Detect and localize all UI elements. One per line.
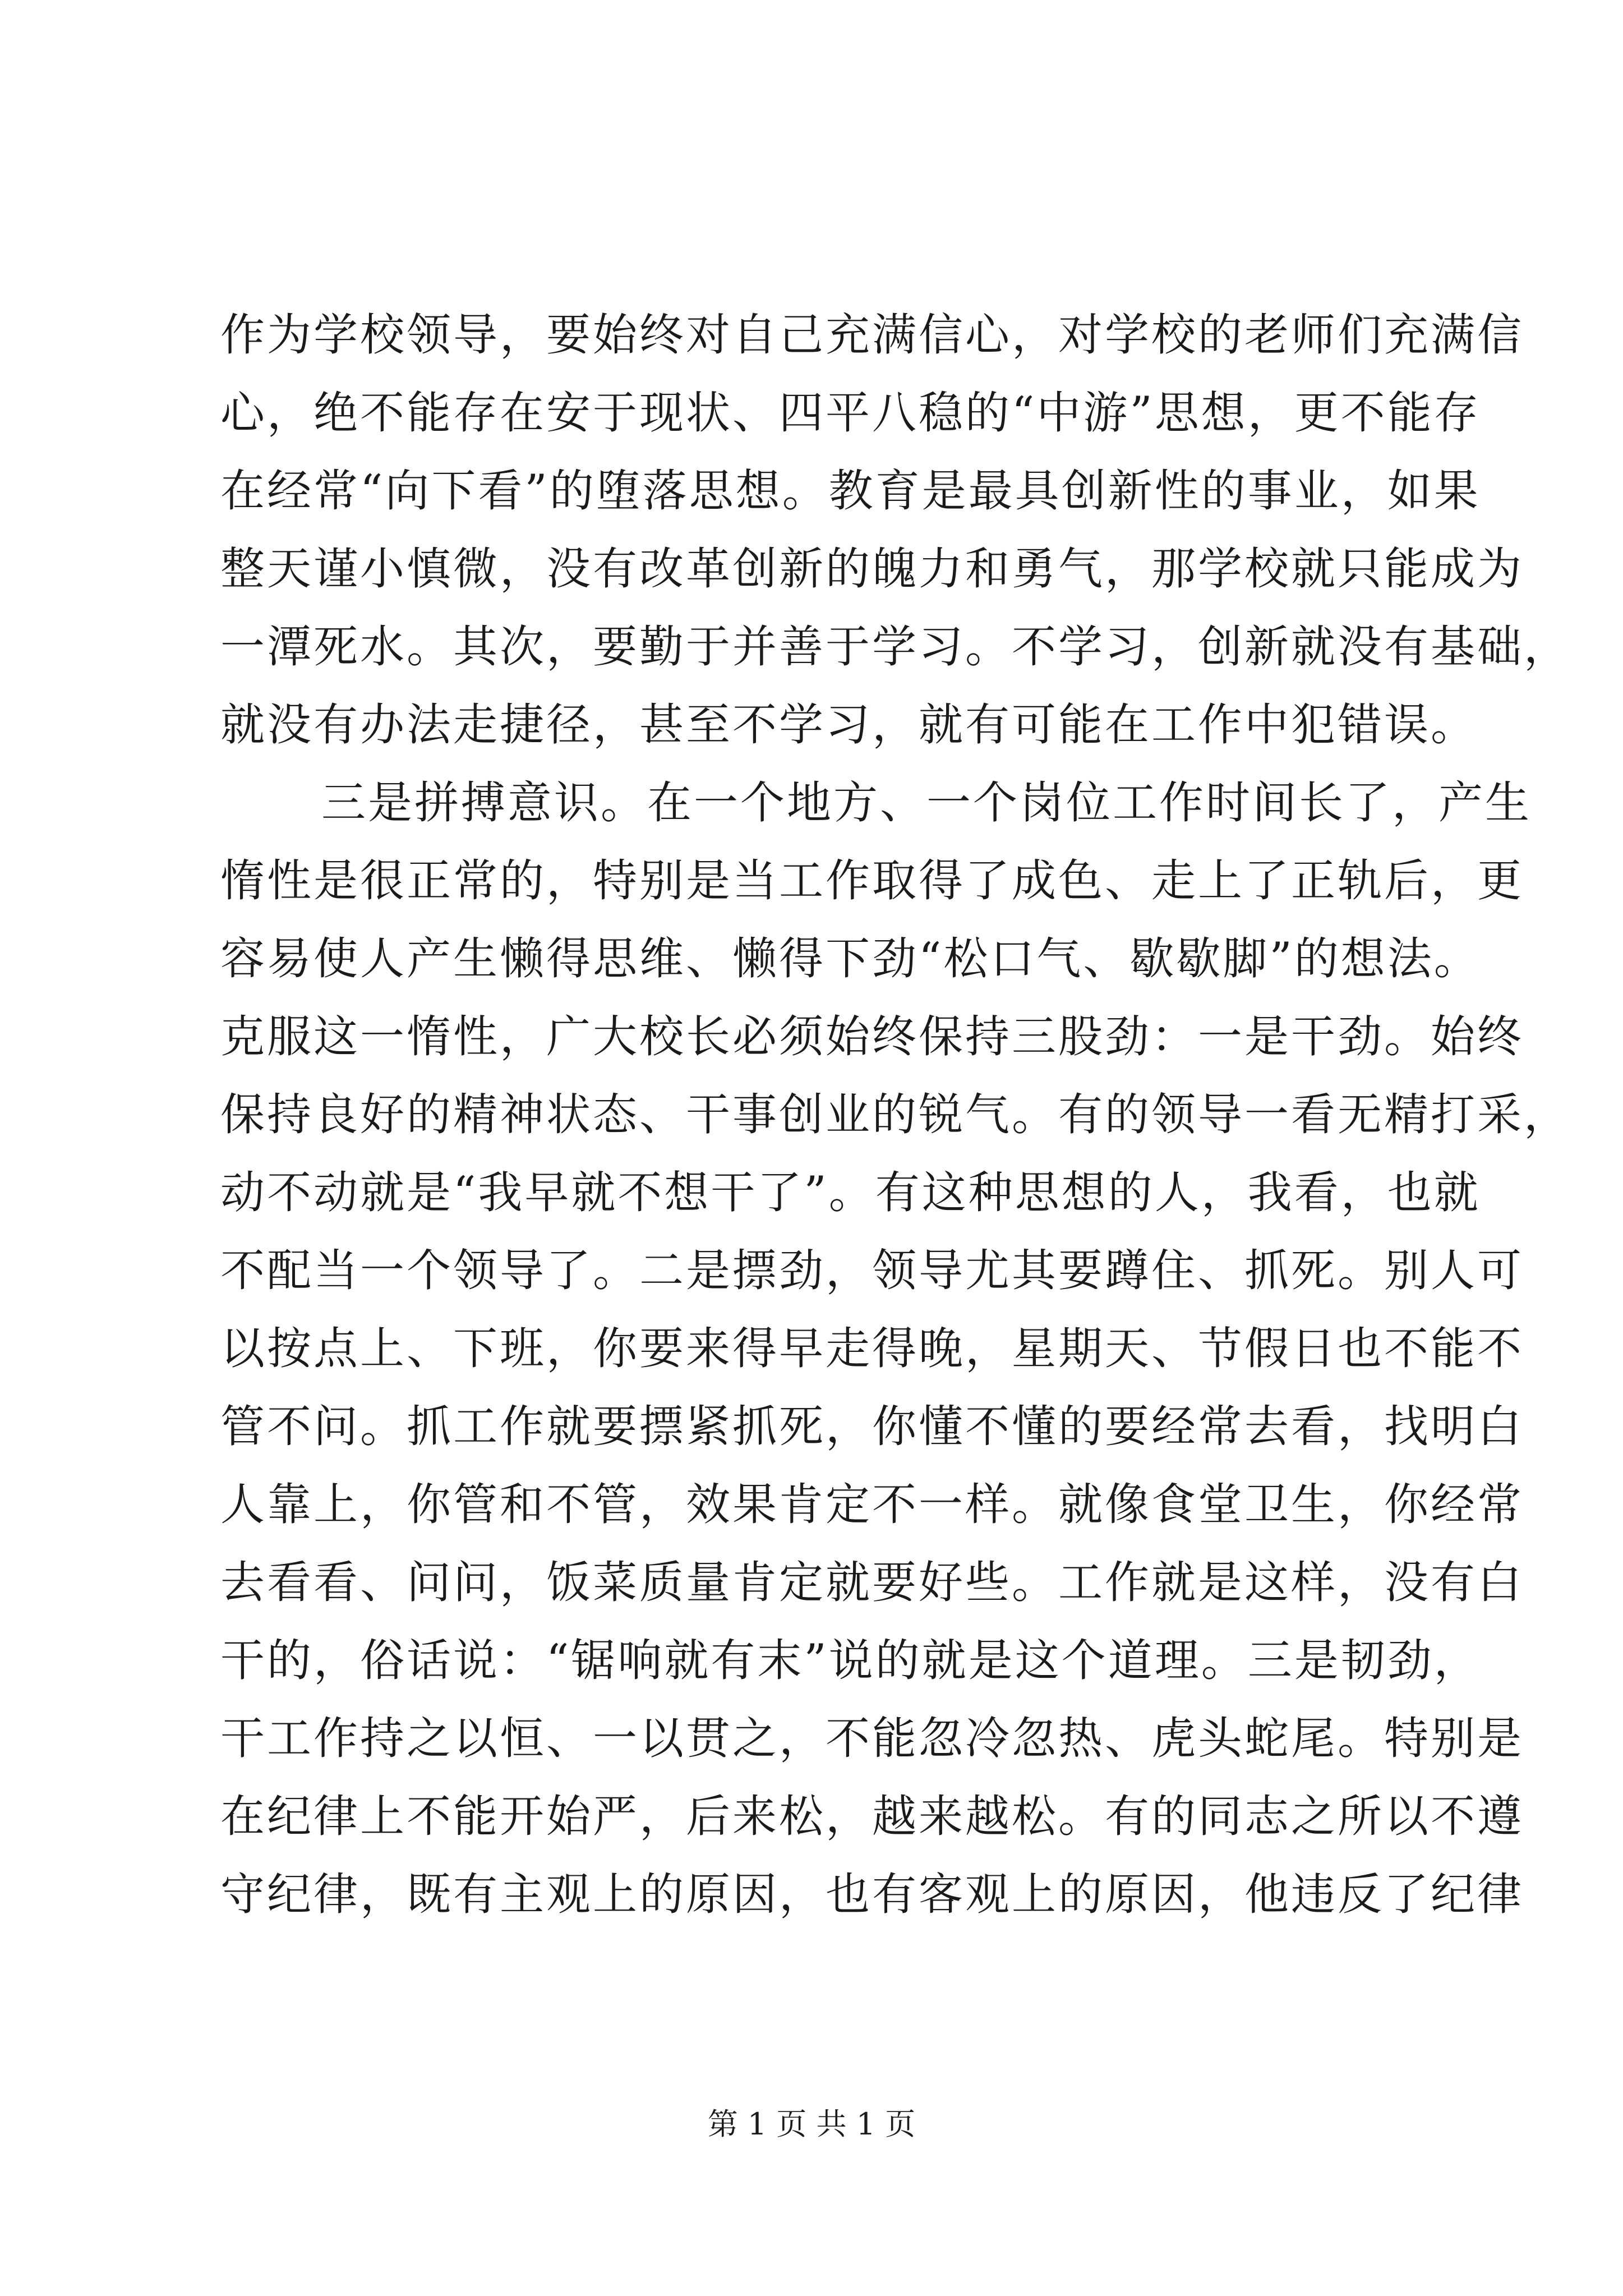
- text-line: 作为学校领导，要始终对自己充满信心，对学校的老师们充满信: [220, 309, 1524, 361]
- paragraph-start-line: 三是拼搏意识。在一个地方、一个岗位工作时间长了，产生: [321, 777, 1532, 829]
- text-line: 干的，俗话说：“锯响就有末”说的就是这个道理。三是韧劲，: [220, 1635, 1481, 1686]
- text-line: 干工作持之以恒、一以贯之，不能忽冷忽热、虎头蛇尾。特别是: [220, 1713, 1524, 1764]
- text-line: 不配当一个领导了。二是摽劲，领导尤其要蹲住、抓死。别人可: [220, 1245, 1524, 1296]
- page-footer: [0, 2105, 1623, 2144]
- text-line: 动不动就是“我早就不想干了”。有这种思想的人，我看，也就: [220, 1167, 1481, 1218]
- page-number-label: 第 1 页 共 1 页: [707, 2106, 916, 2142]
- text-line: 一潭死水。其次，要勤于并善于学习。不学习，创新就没有基础，: [220, 621, 1570, 673]
- text-line: 以按点上、下班，你要来得早走得晚，星期天、节假日也不能不: [220, 1323, 1524, 1374]
- text-line: 心，绝不能存在安于现状、四平八稳的“中游”思想，更不能存: [220, 387, 1481, 439]
- text-line: 克服这一惰性，广大校长必须始终保持三股劲：一是干劲。始终: [220, 1011, 1524, 1062]
- document-body: [220, 296, 1570, 1934]
- text-line: 人靠上，你管和不管，效果肯定不一样。就像食堂卫生，你经常: [220, 1479, 1524, 1530]
- text-line: 在经常“向下看”的堕落思想。教育是最具创新性的事业，如果: [220, 465, 1481, 517]
- text-line: 保持良好的精神状态、干事创业的锐气。有的领导一看无精打采，: [220, 1089, 1570, 1140]
- text-line: 管不问。抓工作就要摽紧抓死，你懂不懂的要经常去看，找明白: [220, 1401, 1524, 1452]
- text-line: 守纪律，既有主观上的原因，也有客观上的原因，他违反了纪律: [220, 1869, 1524, 1920]
- text-line: 整天谨小慎微，没有改革创新的魄力和勇气，那学校就只能成为: [220, 543, 1524, 595]
- text-line: 去看看、问问，饭菜质量肯定就要好些。工作就是这样，没有白: [220, 1557, 1524, 1608]
- text-line: 在纪律上不能开始严，后来松，越来越松。有的同志之所以不遵: [220, 1791, 1524, 1842]
- text-line: 容易使人产生懒得思维、懒得下劲“松口气、歇歇脚”的想法。: [220, 933, 1481, 984]
- text-line: 惰性是很正常的，特别是当工作取得了成色、走上了正轨后，更: [220, 855, 1524, 907]
- text-line: 就没有办法走捷径，甚至不学习，就有可能在工作中犯错误。: [220, 699, 1477, 751]
